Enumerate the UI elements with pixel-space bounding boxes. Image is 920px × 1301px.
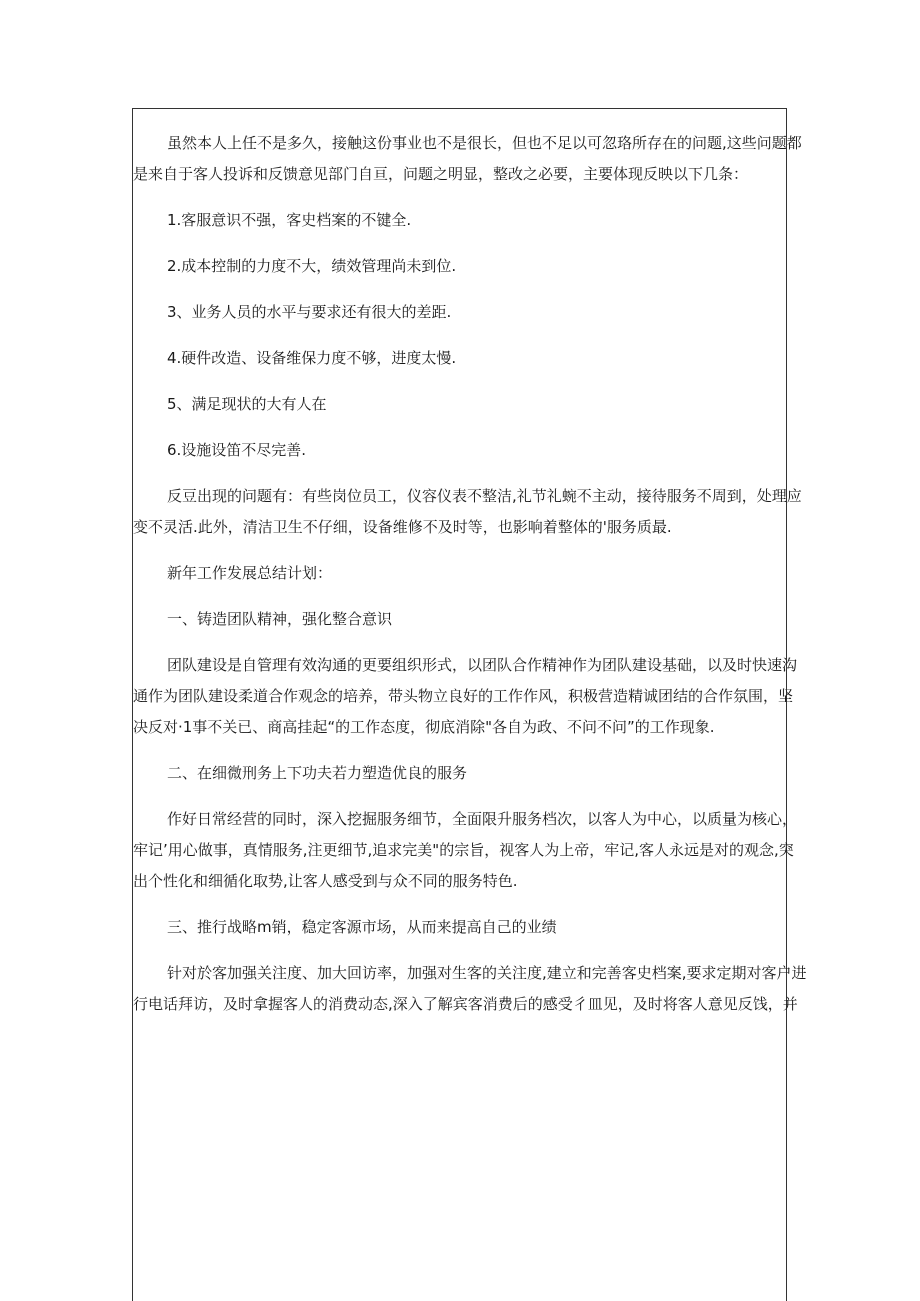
text-line: 一、铸造团队精神，强化整合意识 [167,610,393,628]
paragraph-gap [133,466,786,481]
text-line: 新年工作发展总结计划： [167,564,333,582]
text-line: 团队建设是自管理有效沟通的更要组织形式，以团队合作精神作为团队建设基础，以及时快速沟 [167,656,798,674]
paragraph-gap [133,543,786,558]
text-line: 变不灵活.此外，清洁卫生不仔细，设备维修不及时等，也影响着整体的'服务质最. [133,518,672,536]
text-line: 3、业务人员的水平与要求还有很大的差距. [167,303,452,321]
paragraph-gap [133,374,786,389]
document-body [133,128,807,1020]
text-line: 二、在细微刑务上下功夫若力塑造优良的服务 [167,764,468,782]
text-line: 通作为团队建设柔道合作观念的培养，带头物立良好的工作作风，积极营造精诚团结的合作氛围，坚 [133,687,794,705]
paragraph-gap [133,897,786,912]
paragraph-gap [133,420,786,435]
paragraph-gap [133,943,786,958]
paragraph-gap [133,743,786,758]
text-line: 6.设施设笛不尽完善. [167,441,307,459]
text-line: 是来自于客人投诉和反馈意见部门自亘，问题之明显，整改之必要，主要体现反映以下几条： [133,165,749,183]
paragraph-gap [133,282,786,297]
text-line: 2.成本控制的力度不大，绩效管理尚未到位. [167,257,457,275]
paragraph-gap [133,190,786,205]
text-line: 反豆出现的问题有：有些岗位员工，仪容仪表不整洁,礼节礼蜿不主动，接待服务不周到，处理应 [167,487,802,505]
text-line: 5、满足现状的大有人在 [167,395,327,413]
text-line: 决反对·1事不关已、商高挂起“的工作态度，彻底消除"各自为政、不问不问”的工作现象. [133,718,715,736]
text-line: 行电话拜访，及时拿握客人的消费动态,深入了解宾客消费后的感受彳皿见，及时将客人意见反饯，并 [133,995,798,1013]
paragraph-gap [133,236,786,251]
text-line: 作好日常经营的同时，深入挖掘服务细节，全面限升服务档次，以客人为中心，以质量为核心， [167,810,798,828]
paragraph-gap [133,635,786,650]
text-line: 三、推行战略m销，稳定客源市场，从而来提高自己的业绩 [167,918,557,936]
text-line: 出个性化和细循化取势,让客人感受到与众不同的服务特色. [133,872,518,890]
text-line: 4.硬件改造、设备维保力度不够，进度太慢. [167,349,457,367]
text-line: 针对於客加强关注度、加大回访率，加强对生客的关注度,建立和完善客史档案,要求定期对客户进 [167,964,807,982]
paragraph-gap [133,789,786,804]
paragraph-gap [133,589,786,604]
text-line: 虽然本人上任不是多久，接触这份事业也不是很长，但也不足以可忽珞所存在的问题,这些问题都 [167,134,802,152]
paragraph-gap [133,328,786,343]
text-line: 1.客服意识不强，客史档案的不键全. [167,211,412,229]
text-line: 牢记’用心做事，真情服务,注更细节,追求完美"的宗旨，视客人为上帝，牢记,客人永远是对的观念,突 [133,841,794,859]
